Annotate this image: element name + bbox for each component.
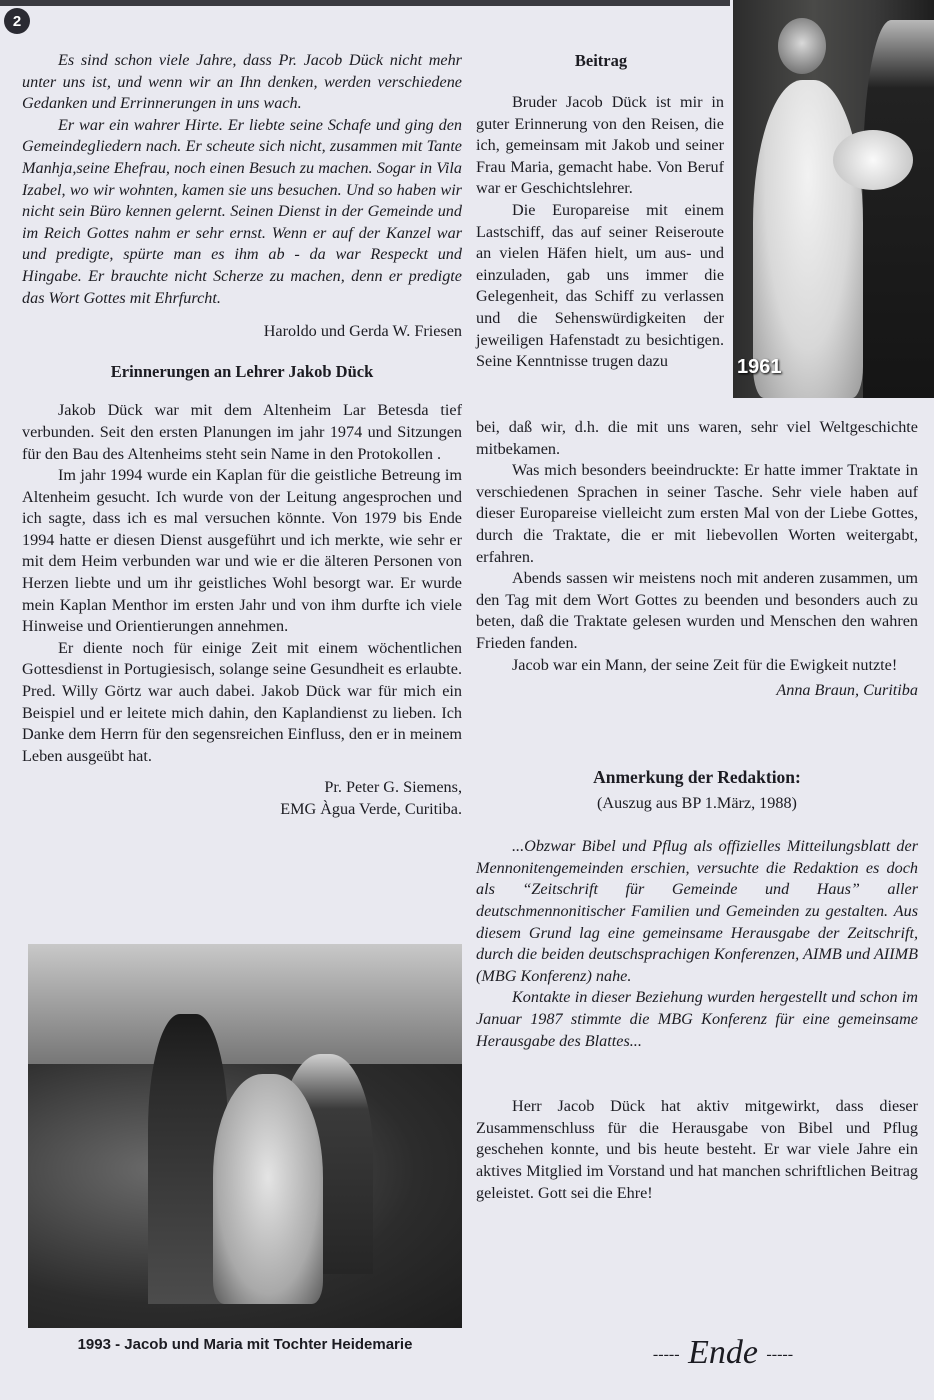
duck-contribution-paragraph: Herr Jacob Dück hat aktiv mitgewirkt, dass dieser Zusammenschluss für die Herausgabe von Bibel und Pflug geschehen konnte, und bis heute besteht. Er war viele Jahre ein aktives Mitglied im Vorstand und hat manchen schriftlichen Beitrag geleistet. Gott sei die Ehre! <box>476 1097 918 1202</box>
ende-word: Ende <box>688 1334 758 1371</box>
ende-dashes-right: ----- <box>766 1346 794 1364</box>
redaktion-paragraph-2: Kontakte in dieser Beziehung wurden hergestellt und schon im Januar 1987 stimmte die MBG Konferenz für eine gemeinsame Herausgabe des Blattes... <box>476 988 918 1050</box>
beitrag-paragraph-3: Was mich besonders beeindruckte: Er hatte immer Traktate in verschiedenen Sprachen in seiner Tasche. Sehr viele haben auf dieser Europareise vielleicht zum ersten Mal von der Liebe Gottes, durch die Traktate, die er mit liebevollen Worten weitergabt, erfahren. <box>476 461 918 566</box>
beitrag-paragraph-5: Jacob war ein Mann, der seine Zeit für die Ewigkeit nutzte! <box>512 655 898 674</box>
siemens-paragraph-3: Er diente noch für einige Zeit mit einem wöchentlichen Gottesdienst in Portugiesisch, solange seine Gesundheit es erlaubte. Pred. Willy Görtz war auch dabei. Jakob Dück war für mich ein Beispiel und er leitete mich dahin, den Kaplandienst zu lieben. Ich Danke dem Herrn für den segensreichen Einfluss, den er in meinem Leben ausgeübt hat. <box>22 638 462 765</box>
siemens-paragraph-1: Jakob Dück war mit dem Altenheim Lar Betesda tief verbunden. Seit den ersten Planungen im jahr 1974 und Sitzungen für den Bau des Altenheims steht sein Name in den Protokollen . <box>22 401 462 463</box>
page-number-badge: 2 <box>4 8 30 34</box>
beitrag-heading: Beitrag <box>574 51 628 70</box>
ende-dashes-left: ----- <box>652 1346 680 1364</box>
redaktion-subheading: (Auszug aus BP 1.März, 1988) <box>597 793 797 812</box>
bride-dress <box>753 80 863 398</box>
beitrag-heading-block <box>476 50 918 72</box>
woman-figure <box>213 1074 323 1304</box>
friesen-signature: Haroldo und Gerda W. Friesen <box>263 322 462 341</box>
braun-signature: Anna Braun, Curitiba <box>776 681 918 700</box>
family-photo-caption: 1993 - Jacob und Maria mit Tochter Heidemarie <box>77 1336 413 1353</box>
photo-year-label: 1961 <box>737 356 782 378</box>
redaktion-block <box>476 767 918 1204</box>
family-photo-1993 <box>28 944 462 1328</box>
groom-figure <box>863 20 934 398</box>
beitrag-paragraph-1: Bruder Jacob Dück ist mir in guter Erinnerung von den Reisen, die ich, gemeinsam mit Jakob und seiner Frau Maria, gemacht habe. Von Beruf war er Geschichtslehrer. <box>476 93 724 198</box>
siemens-signature-line-2: EMG Àgua Verde, Curitiba. <box>280 800 462 818</box>
left-column <box>22 50 462 821</box>
beitrag-paragraph-2a: Die Europareise mit einem Lastschiff, das auf seiner Reiseroute an vielen Häfen hielt, um aus- und einzuladen, gab uns immer die Gelegenheit, das Schiff zu verlassen und die Sehenswürdigkeiten der jeweiligen Hafenstadt zu besichtigen. Seine Kenntnisse trugen dazu <box>476 200 724 371</box>
siemens-signature-line-1: Pr. Peter G. Siemens, <box>324 778 462 797</box>
beitrag-paragraph-4: Abends sassen wir meistens noch mit anderen zusammen, um den Tag mit dem Wort Gottes zu beenden und besonders auch zu beten, daß die Traktate gelesen wurden und Menschen den wahren Frieden fanden. <box>476 569 918 652</box>
erinnerungen-heading: Erinnerungen an Lehrer Jakob Dück <box>110 361 374 381</box>
redaktion-paragraph-1: ...Obzwar Bibel und Pflug als offizielles Mitteilungsblatt der Mennonitengemeinden erschien, versuchte die Redaktion es doch als “Zeitschrift für Gemeinde und Haus” aller deutschmennonitischer Familien und Gemeinden zu gestalten. Aus diesem Grund lag eine gemeinsame Herausgabe der Zeitschrift, durch die beiden deutschsprachigen Konferenzen, AIMB und AIIMB (MBG Konferenz) nahe. <box>476 837 918 985</box>
beitrag-narrow-block <box>476 92 724 373</box>
top-border-strip <box>0 0 730 6</box>
bouquet <box>833 130 913 190</box>
redaktion-heading: Anmerkung der Redaktion: <box>593 767 801 787</box>
ende-marker <box>608 1334 838 1372</box>
siemens-paragraph-2: Im jahr 1994 wurde ein Kaplan für die geistliche Betreung im Altenheim gesucht. Ich wurde von der Leitung angesprochen und ich sagte, dass ich es mal versuchen könnte. Von 1979 bis Ende 1994 hatte er diesen Dienst ausgeführt und ich merkte, wie sehr er mit dem Heim verbunden war und wie er die älteren Personen von Herzen liebte und um ihr geistliches Wohl besorgt war. Er wurde mein Kaplan Menthor im ersten Jahr und von ihm durfte ich viele Hinweise und Orientierungen annehmen. <box>22 466 462 636</box>
beitrag-paragraph-2b: bei, daß wir, d.h. die mit uns waren, sehr viel Weltgeschichte mitbekamen. <box>476 418 918 458</box>
friesen-paragraph-1: Es sind schon viele Jahre, dass Pr. Jacob Dück nicht mehr unter uns ist, und wenn wir an Ihn denken, werden verschiedene Gedanken und Errinnerungen in uns wach. <box>22 51 462 113</box>
beitrag-wide-block <box>476 417 918 702</box>
friesen-paragraph-2: Er war ein wahrer Hirte. Er liebte seine Schafe und ging den Gemeindegliedern nach. Er scheute sich nicht, zusammen mit Tante Manhja,seine Ehefrau, noch einen Besuch zu machen. Sogar in Vila Izabel, wo wir wohnten, kamen sie uns besuchen. Und so haben wir nicht sein Büro kennen gelernt. Seinen Dienst in der Gemeinde und im Reich Gottes nahm er sehr ernst. Wenn er auf der Kanzel war und predigte, spürte man es ihm ab - da war Respeckt und Hingabe. Er brauchte nicht Scherze zu machen, denn er predigte das Wort Gottes mit Ehrfurcht. <box>22 115 462 307</box>
